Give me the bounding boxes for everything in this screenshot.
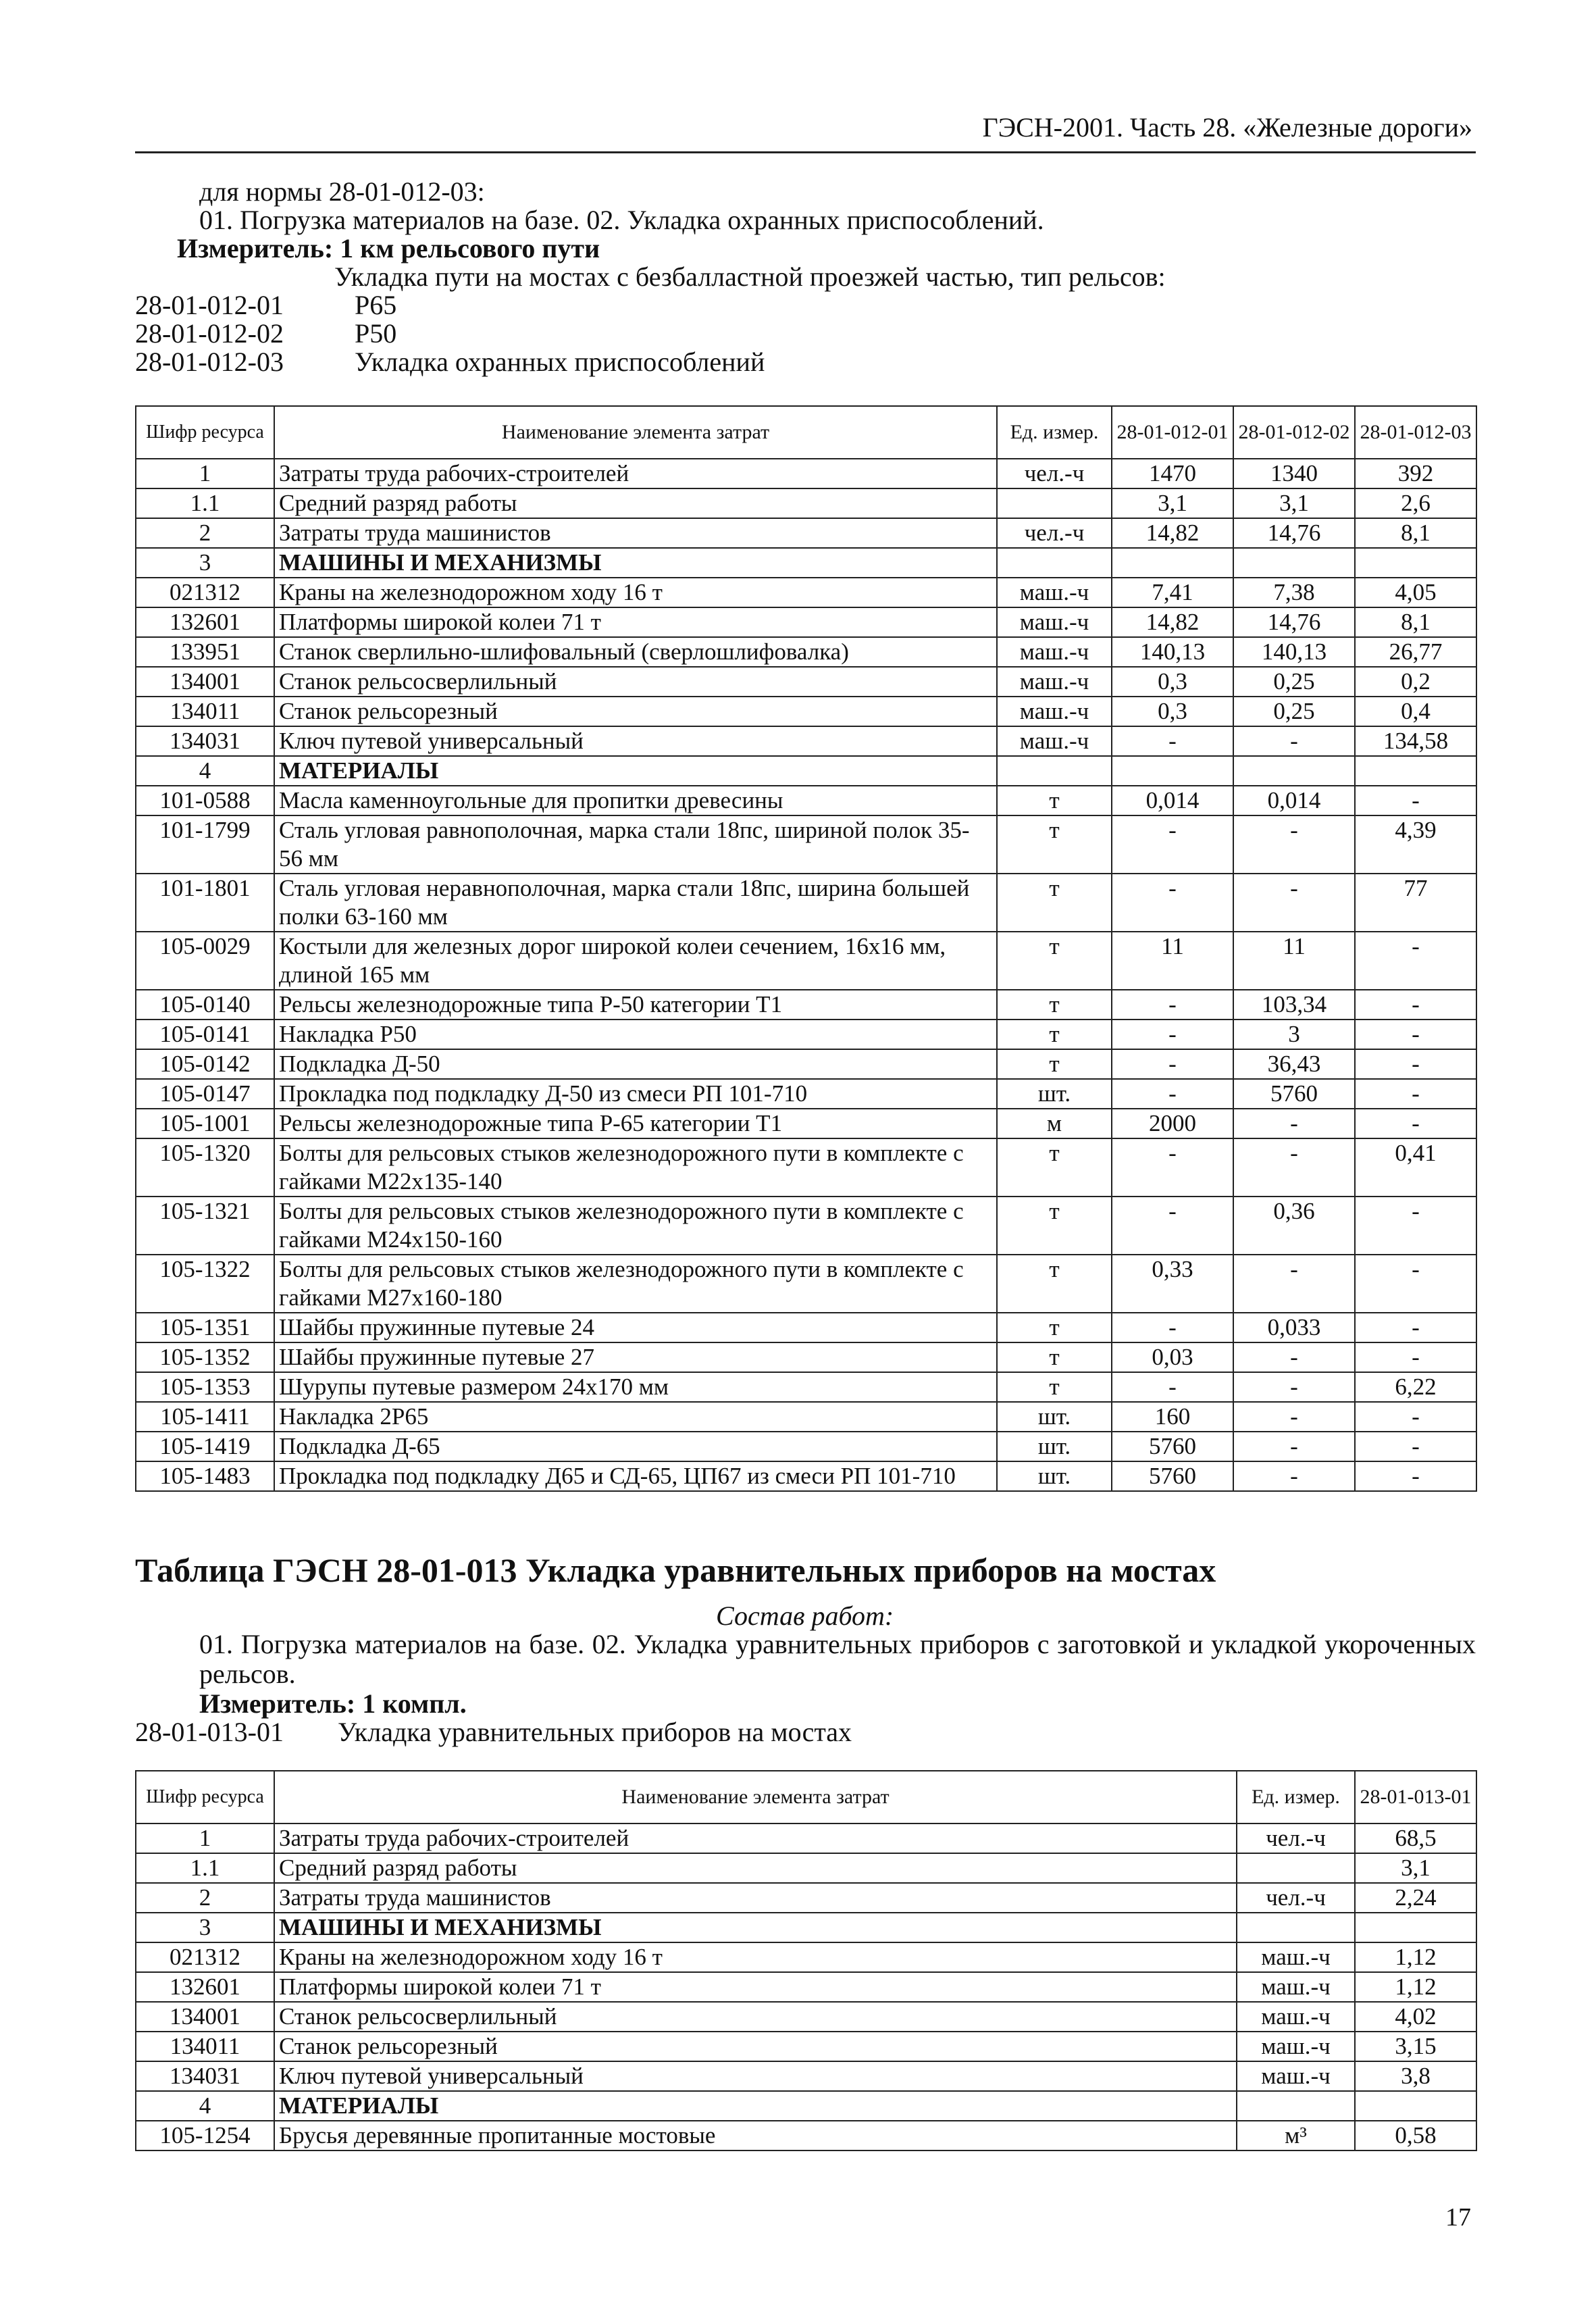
table-row [136, 578, 1476, 607]
row-unit: т [997, 815, 1112, 874]
row-value-3: 392 [1355, 459, 1476, 488]
row-unit [997, 488, 1112, 518]
measure-line: Измеритель: 1 км рельсового пути [177, 233, 600, 263]
row-unit: маш.-ч [1237, 2061, 1355, 2091]
row-value-2: - [1233, 1372, 1355, 1402]
row-cipher: 105-0141 [136, 1020, 274, 1049]
row-cipher: 134011 [136, 697, 274, 726]
row-unit: т [997, 1255, 1112, 1313]
row-value-1: - [1112, 1079, 1233, 1109]
table-row [136, 637, 1476, 667]
row-name: МАШИНЫ И МЕХАНИЗМЫ [274, 548, 997, 578]
col-header-norm-2: 28-01-012-02 [1233, 406, 1355, 459]
row-value-3: - [1355, 1432, 1476, 1461]
row-cipher: 2 [136, 1883, 274, 1913]
row-value-3: 134,58 [1355, 726, 1476, 756]
row-unit: маш.-ч [997, 667, 1112, 697]
row-value-1: - [1112, 874, 1233, 932]
row-value-2: 103,34 [1233, 990, 1355, 1020]
row-name: Станок сверлильно-шлифовальный (сверлошлифовалка) [274, 637, 997, 667]
row-cipher: 101-1799 [136, 815, 274, 874]
norm-label: Укладка уравнительных приборов на мостах [338, 1717, 852, 1747]
row-value-2: 0,033 [1233, 1313, 1355, 1342]
row-unit: шт. [997, 1461, 1112, 1491]
table-row [136, 1853, 1476, 1883]
row-cipher: 1.1 [136, 1853, 274, 1883]
row-cipher: 133951 [136, 637, 274, 667]
row-unit: маш.-ч [1237, 1972, 1355, 2002]
row-value-2 [1233, 756, 1355, 786]
row-cipher: 2 [136, 518, 274, 548]
row-value-1: 140,13 [1112, 637, 1233, 667]
row-name: Затраты труда рабочих-строителей [274, 459, 997, 488]
table-row [136, 726, 1476, 756]
row-unit: т [997, 932, 1112, 990]
row-unit: шт. [997, 1079, 1112, 1109]
table-row [136, 488, 1476, 518]
row-cipher: 105-0147 [136, 1079, 274, 1109]
row-cipher: 134001 [136, 667, 274, 697]
row-cipher: 105-1254 [136, 2121, 274, 2150]
row-cipher: 101-0588 [136, 786, 274, 815]
row-name: Подкладка Д-50 [274, 1049, 997, 1079]
row-name: Станок рельсосверлильный [274, 667, 997, 697]
row-name: Ключ путевой универсальный [274, 2061, 1237, 2091]
row-value-1: 1,12 [1355, 1942, 1476, 1972]
row-value-2: - [1233, 1138, 1355, 1197]
row-unit: т [997, 874, 1112, 932]
row-value-3 [1355, 548, 1476, 578]
norm-code: 28-01-012-02 [135, 318, 284, 349]
measure-line: Измеритель: 1 компл. [199, 1688, 467, 1719]
table-row [136, 607, 1476, 637]
row-value-1: 160 [1112, 1402, 1233, 1432]
table-row [136, 697, 1476, 726]
row-value-2: 0,25 [1233, 697, 1355, 726]
row-value-2: - [1233, 1109, 1355, 1138]
table-row [136, 1823, 1476, 1853]
row-cipher: 134001 [136, 2002, 274, 2032]
row-value-1 [1112, 548, 1233, 578]
row-value-2: 140,13 [1233, 637, 1355, 667]
row-unit: маш.-ч [1237, 1942, 1355, 1972]
col-header-norm-1: 28-01-013-01 [1355, 1771, 1476, 1823]
row-unit: маш.-ч [1237, 2032, 1355, 2061]
row-cipher: 105-1411 [136, 1402, 274, 1432]
row-value-1: - [1112, 815, 1233, 874]
row-unit: чел.-ч [997, 518, 1112, 548]
row-name: МАШИНЫ И МЕХАНИЗМЫ [274, 1913, 1237, 1942]
row-value-3: 4,39 [1355, 815, 1476, 874]
col-header-cipher: Шифр ресурса [136, 406, 274, 459]
table-row [136, 2121, 1476, 2150]
table-body [136, 459, 1476, 1491]
table-row [136, 1432, 1476, 1461]
row-value-3: 4,05 [1355, 578, 1476, 607]
row-value-2: - [1233, 1461, 1355, 1491]
row-value-1: - [1112, 990, 1233, 1020]
row-value-1: 5760 [1112, 1432, 1233, 1461]
row-value-3: - [1355, 1049, 1476, 1079]
row-unit: маш.-ч [997, 637, 1112, 667]
row-cipher: 105-0142 [136, 1049, 274, 1079]
row-name: Прокладка под подкладку Д65 и СД-65, ЦП67 из смеси РП 101-710 [274, 1461, 997, 1491]
row-value-3: 2,6 [1355, 488, 1476, 518]
row-unit: м³ [1237, 2121, 1355, 2150]
row-value-3: - [1355, 1255, 1476, 1313]
row-cipher: 4 [136, 756, 274, 786]
row-value-2: 7,38 [1233, 578, 1355, 607]
row-cipher: 4 [136, 2091, 274, 2121]
row-value-2: - [1233, 1402, 1355, 1432]
norm-label: Укладка охранных приспособлений [355, 347, 765, 377]
row-value-2: 0,014 [1233, 786, 1355, 815]
table-row [136, 1372, 1476, 1402]
row-name: Масла каменноугольные для пропитки древесины [274, 786, 997, 815]
row-name: МАТЕРИАЛЫ [274, 2091, 1237, 2121]
row-value-1: 3,15 [1355, 2032, 1476, 2061]
row-value-3: - [1355, 1313, 1476, 1342]
col-header-norm-3: 28-01-012-03 [1355, 406, 1476, 459]
row-value-1: - [1112, 1313, 1233, 1342]
row-value-1: - [1112, 1197, 1233, 1255]
row-cipher: 105-1352 [136, 1342, 274, 1372]
row-value-3: 8,1 [1355, 607, 1476, 637]
row-unit: чел.-ч [1237, 1883, 1355, 1913]
row-unit: т [997, 1372, 1112, 1402]
col-header-unit: Ед. измер. [997, 406, 1112, 459]
table-row [136, 756, 1476, 786]
table-row [136, 2002, 1476, 2032]
table-row [136, 1079, 1476, 1109]
row-value-2: - [1233, 1342, 1355, 1372]
row-name: Накладка Р50 [274, 1020, 997, 1049]
row-value-2: - [1233, 874, 1355, 932]
row-value-2: 0,25 [1233, 667, 1355, 697]
row-value-1: 3,1 [1355, 1853, 1476, 1883]
row-unit: шт. [997, 1402, 1112, 1432]
norm-code: 28-01-012-03 [135, 347, 284, 377]
row-unit: шт. [997, 1432, 1112, 1461]
table-row [136, 548, 1476, 578]
row-value-3: - [1355, 1020, 1476, 1049]
col-header-cipher: Шифр ресурса [136, 1771, 274, 1823]
row-value-2: 14,76 [1233, 518, 1355, 548]
row-name: Костыли для железных дорог широкой колеи сечением, 16х16 мм, длиной 165 мм [274, 932, 997, 990]
row-value-3: - [1355, 1402, 1476, 1432]
table-row [136, 786, 1476, 815]
row-value-3: - [1355, 1079, 1476, 1109]
norm-code: 28-01-012-01 [135, 290, 284, 320]
row-name: Прокладка под подкладку Д-50 из смеси РП 101-710 [274, 1079, 997, 1109]
row-cipher: 105-1483 [136, 1461, 274, 1491]
row-value-2: 1340 [1233, 459, 1355, 488]
row-cipher: 105-0029 [136, 932, 274, 990]
table-row [136, 1972, 1476, 2002]
row-unit: чел.-ч [997, 459, 1112, 488]
row-cipher: 1 [136, 459, 274, 488]
row-unit: т [997, 786, 1112, 815]
row-value-2: 11 [1233, 932, 1355, 990]
table-row [136, 1109, 1476, 1138]
table-row [136, 1255, 1476, 1313]
col-header-norm-1: 28-01-012-01 [1112, 406, 1233, 459]
row-value-1: 5760 [1112, 1461, 1233, 1491]
table-row [136, 1020, 1476, 1049]
row-value-1: 0,03 [1112, 1342, 1233, 1372]
col-header-name: Наименование элемента затрат [274, 406, 997, 459]
table-row [136, 2091, 1476, 2121]
row-unit: маш.-ч [997, 607, 1112, 637]
row-value-1: 2000 [1112, 1109, 1233, 1138]
row-name: Сталь угловая равнополочная, марка стали 18пс, шириной полок 35-56 мм [274, 815, 997, 874]
row-cipher: 101-1801 [136, 874, 274, 932]
row-value-1: 68,5 [1355, 1823, 1476, 1853]
table-row [136, 2032, 1476, 2061]
row-value-1: 3,1 [1112, 488, 1233, 518]
norm-code: 28-01-013-01 [135, 1717, 284, 1747]
table-row [136, 990, 1476, 1020]
row-cipher: 105-1351 [136, 1313, 274, 1342]
row-value-2 [1233, 548, 1355, 578]
page-number: 17 [1445, 2203, 1471, 2232]
row-name: Станок рельсорезный [274, 2032, 1237, 2061]
row-value-3: 26,77 [1355, 637, 1476, 667]
row-cipher: 134031 [136, 2061, 274, 2091]
description-line: Укладка пути на мостах с безбалластной проезжей частью, тип рельсов: [334, 261, 1166, 292]
row-unit [1237, 1853, 1355, 1883]
table-body [136, 1823, 1476, 2150]
row-unit [997, 756, 1112, 786]
row-value-1: - [1112, 1138, 1233, 1197]
row-value-1: - [1112, 1049, 1233, 1079]
row-value-1 [1112, 756, 1233, 786]
table-row [136, 2061, 1476, 2091]
row-name: Затраты труда машинистов [274, 518, 997, 548]
row-cipher: 105-1353 [136, 1372, 274, 1402]
table-row [136, 1942, 1476, 1972]
row-value-1: 4,02 [1355, 2002, 1476, 2032]
table-row [136, 518, 1476, 548]
running-header: ГЭСН-2001. Часть 28. «Железные дороги» [982, 112, 1472, 143]
row-cipher: 105-1322 [136, 1255, 274, 1313]
table-row [136, 1138, 1476, 1197]
row-value-1 [1355, 2091, 1476, 2121]
row-unit: чел.-ч [1237, 1823, 1355, 1853]
row-name: Болты для рельсовых стыков железнодорожного пути в комплекте с гайками М24х150-160 [274, 1197, 997, 1255]
row-value-3: 6,22 [1355, 1372, 1476, 1402]
row-unit: маш.-ч [997, 578, 1112, 607]
row-name: Платформы широкой колеи 71 т [274, 607, 997, 637]
table-row [136, 1313, 1476, 1342]
row-value-2: 3 [1233, 1020, 1355, 1049]
row-value-3: - [1355, 1109, 1476, 1138]
row-value-3: 0,4 [1355, 697, 1476, 726]
resource-table-28-01-013 [135, 1770, 1477, 2151]
row-name: Платформы широкой колеи 71 т [274, 1972, 1237, 2002]
table-row [136, 1342, 1476, 1372]
row-name: Болты для рельсовых стыков железнодорожного пути в комплекте с гайками М27х160-180 [274, 1255, 997, 1313]
row-cipher: 134011 [136, 2032, 274, 2061]
row-name: Шайбы пружинные путевые 24 [274, 1313, 997, 1342]
row-unit: маш.-ч [997, 697, 1112, 726]
row-value-1: - [1112, 1372, 1233, 1402]
row-unit: т [997, 1342, 1112, 1372]
table-row [136, 1197, 1476, 1255]
row-value-2: 3,1 [1233, 488, 1355, 518]
row-name: Ключ путевой универсальный [274, 726, 997, 756]
row-cipher: 132601 [136, 1972, 274, 2002]
row-name: Затраты труда машинистов [274, 1883, 1237, 1913]
row-value-1 [1355, 1913, 1476, 1942]
row-value-1: 0,58 [1355, 2121, 1476, 2150]
row-value-3: - [1355, 1342, 1476, 1372]
row-unit: т [997, 1049, 1112, 1079]
row-name: МАТЕРИАЛЫ [274, 756, 997, 786]
row-value-2: 5760 [1233, 1079, 1355, 1109]
table-row [136, 1913, 1476, 1942]
col-header-unit: Ед. измер. [1237, 1771, 1355, 1823]
table-row [136, 459, 1476, 488]
table-row [136, 667, 1476, 697]
row-value-1: 0,3 [1112, 697, 1233, 726]
row-unit: т [997, 1020, 1112, 1049]
table-row [136, 815, 1476, 874]
row-unit: т [997, 1197, 1112, 1255]
row-cipher: 105-1321 [136, 1197, 274, 1255]
row-value-1: - [1112, 1020, 1233, 1049]
row-cipher: 1 [136, 1823, 274, 1853]
row-cipher: 105-1320 [136, 1138, 274, 1197]
header-rule [135, 151, 1476, 153]
table-title: Таблица ГЭСН 28-01-013 Укладка уравнительных приборов на мостах [135, 1551, 1216, 1589]
resource-table-28-01-012 [135, 405, 1477, 1492]
row-unit: т [997, 1313, 1112, 1342]
row-value-3 [1355, 756, 1476, 786]
row-value-2: 0,36 [1233, 1197, 1355, 1255]
row-value-1: 7,41 [1112, 578, 1233, 607]
row-name: Сталь угловая неравнополочная, марка стали 18пс, ширина большей полки 63-160 мм [274, 874, 997, 932]
row-value-3: 0,2 [1355, 667, 1476, 697]
row-name: Рельсы железнодорожные типа Р-65 категории Т1 [274, 1109, 997, 1138]
row-name: Шурупы путевые размером 24х170 мм [274, 1372, 997, 1402]
row-unit: маш.-ч [997, 726, 1112, 756]
row-value-1: 0,014 [1112, 786, 1233, 815]
row-unit: м [997, 1109, 1112, 1138]
table-row [136, 1461, 1476, 1491]
row-value-2: - [1233, 1255, 1355, 1313]
row-name: Накладка 2Р65 [274, 1402, 997, 1432]
row-unit [997, 548, 1112, 578]
row-cipher: 105-1001 [136, 1109, 274, 1138]
col-header-name: Наименование элемента затрат [274, 1771, 1237, 1823]
row-value-2: - [1233, 815, 1355, 874]
row-cipher: 1.1 [136, 488, 274, 518]
row-unit: маш.-ч [1237, 2002, 1355, 2032]
norm-label: Р50 [355, 318, 397, 349]
row-cipher: 105-1419 [136, 1432, 274, 1461]
row-cipher: 134031 [136, 726, 274, 756]
row-value-1: 11 [1112, 932, 1233, 990]
row-name: Станок рельсорезный [274, 697, 997, 726]
row-unit [1237, 2091, 1355, 2121]
row-value-3: 0,41 [1355, 1138, 1476, 1197]
row-value-2: - [1233, 1432, 1355, 1461]
row-value-3: - [1355, 990, 1476, 1020]
row-cipher: 3 [136, 548, 274, 578]
row-value-1: 2,24 [1355, 1883, 1476, 1913]
row-value-2: - [1233, 726, 1355, 756]
table-row [136, 1402, 1476, 1432]
row-cipher: 132601 [136, 607, 274, 637]
row-name: Средний разряд работы [274, 1853, 1237, 1883]
works-line: 01. Погрузка материалов на базе. 02. Укладка охранных приспособлений. [199, 205, 1044, 235]
row-name: Затраты труда рабочих-строителей [274, 1823, 1237, 1853]
row-name: Средний разряд работы [274, 488, 997, 518]
for-norm-line: для нормы 28-01-012-03: [199, 176, 485, 207]
table-row [136, 1883, 1476, 1913]
works-subtitle: Состав работ: [716, 1601, 894, 1631]
row-value-1: 1470 [1112, 459, 1233, 488]
row-value-1: 1,12 [1355, 1972, 1476, 2002]
table-row [136, 1049, 1476, 1079]
row-value-2: 14,76 [1233, 607, 1355, 637]
row-cipher: 021312 [136, 1942, 274, 1972]
row-value-1: 3,8 [1355, 2061, 1476, 2091]
row-value-1: 14,82 [1112, 518, 1233, 548]
row-unit: т [997, 990, 1112, 1020]
row-value-1: 0,33 [1112, 1255, 1233, 1313]
row-value-2: 36,43 [1233, 1049, 1355, 1079]
row-unit: т [997, 1138, 1112, 1197]
row-name: Рельсы железнодорожные типа Р-50 категории Т1 [274, 990, 997, 1020]
norm-label: Р65 [355, 290, 397, 320]
row-value-3: 8,1 [1355, 518, 1476, 548]
row-value-3: - [1355, 786, 1476, 815]
row-name: Болты для рельсовых стыков железнодорожного пути в комплекте с гайками М22х135-140 [274, 1138, 997, 1197]
table-row [136, 932, 1476, 990]
row-value-1: - [1112, 726, 1233, 756]
row-value-3: - [1355, 1461, 1476, 1491]
row-value-1: 14,82 [1112, 607, 1233, 637]
row-value-3: 77 [1355, 874, 1476, 932]
row-name: Брусья деревянные пропитанные мостовые [274, 2121, 1237, 2150]
row-cipher: 3 [136, 1913, 274, 1942]
row-name: Шайбы пружинные путевые 27 [274, 1342, 997, 1372]
row-cipher: 105-0140 [136, 990, 274, 1020]
row-value-1: 0,3 [1112, 667, 1233, 697]
row-unit [1237, 1913, 1355, 1942]
row-name: Краны на железнодорожном ходу 16 т [274, 578, 997, 607]
row-value-3: - [1355, 932, 1476, 990]
table-row [136, 874, 1476, 932]
works-paragraph: 01. Погрузка материалов на базе. 02. Укладка уравнительных приборов с заготовкой и укладкой укороченных рельсов. [199, 1629, 1476, 1689]
row-name: Краны на железнодорожном ходу 16 т [274, 1942, 1237, 1972]
row-name: Подкладка Д-65 [274, 1432, 997, 1461]
row-name: Станок рельсосверлильный [274, 2002, 1237, 2032]
row-cipher: 021312 [136, 578, 274, 607]
row-value-3: - [1355, 1197, 1476, 1255]
